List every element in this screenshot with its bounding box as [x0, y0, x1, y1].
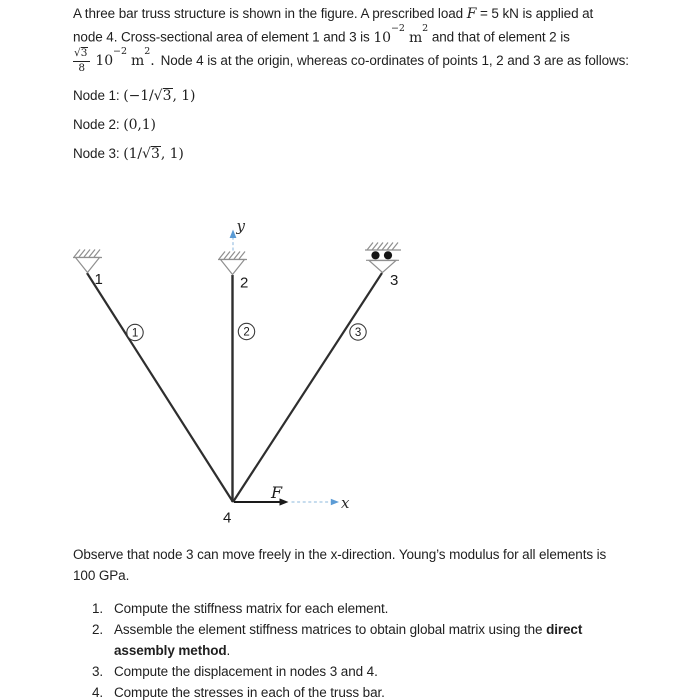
coord-post: , 1): [160, 146, 184, 162]
math-force-symbol: F: [466, 6, 477, 22]
y-axis-label: y: [236, 217, 245, 235]
svg-text:3: 3: [354, 327, 362, 339]
node-label-1: 1: [94, 271, 103, 288]
truss-bar-3: [233, 273, 382, 502]
text-run: [95, 46, 629, 70]
coord-post: , 1): [172, 88, 196, 104]
node-2-coordinates: [73, 117, 156, 133]
math-unit: m: [131, 53, 145, 70]
element-label-2: [238, 323, 254, 339]
task-text: [114, 598, 629, 619]
task-number: 2.: [92, 622, 104, 637]
math-base: 10: [373, 29, 391, 46]
node-label-4: 4: [223, 509, 232, 527]
element-label-3: [350, 324, 366, 340]
support-node-2: [218, 252, 247, 275]
svg-text:2: 2: [243, 326, 250, 339]
text-run: Compute the stresses in each of the truss bar.: [114, 685, 385, 700]
text-run: node 4. Cross-sectional area of element 1 and 3 is: [73, 29, 374, 45]
node-1-coordinates: [73, 88, 195, 104]
roller-circle-left: [371, 251, 379, 259]
task-item-4: [92, 682, 632, 700]
task-text: [114, 619, 629, 661]
coord-pre: (0,1): [123, 117, 156, 133]
problem-statement-line-1: [73, 6, 593, 22]
node-coord-label: Node 2:: [73, 117, 124, 132]
fraction-sqrt3-over-8: [73, 47, 90, 74]
task-item-2: [92, 619, 632, 661]
task-number: 3.: [92, 664, 104, 679]
support-node-1: [73, 250, 102, 273]
x-axis-arrowhead: [331, 499, 339, 505]
node-coord-value: [123, 88, 195, 104]
text-run: = 5 kN is applied at: [476, 6, 594, 21]
force-label: F: [271, 483, 283, 502]
roller-circle-right: [384, 251, 392, 259]
math-unit: m: [408, 29, 423, 46]
math-area-1: [373, 23, 429, 46]
element-label-1: [127, 324, 143, 340]
text-run: A three bar truss structure is shown in the figure. A prescribed load: [73, 6, 467, 21]
truss-bar-1: [87, 273, 233, 502]
bold-text: direct assembly method: [114, 622, 583, 658]
math-unit-exponent: 2: [144, 46, 151, 58]
observation-line-1: Observe that node 3 can move freely in the x-direction. Young’s modulus for all elements is: [73, 547, 607, 562]
math-area-2: [95, 46, 155, 70]
period: .: [150, 53, 155, 70]
task-item-3: [92, 661, 632, 682]
task-number: 4.: [92, 685, 104, 700]
radicand: 3: [150, 146, 160, 162]
support-node-3: [365, 243, 401, 273]
node-label-3: 3: [390, 272, 399, 289]
node-label-2: 2: [240, 274, 249, 292]
task-list: [92, 598, 632, 700]
text-run: Compute the displacement in nodes 3 and 4.: [114, 664, 378, 679]
svg-text:1: 1: [131, 327, 139, 340]
coord-pre: (1/: [123, 146, 143, 162]
x-axis-label: x: [341, 494, 350, 512]
problem-statement-line-2: [73, 23, 570, 46]
observation-line-2: 100 GPa.: [73, 568, 130, 583]
task-text: [114, 661, 629, 682]
node-3-coordinates: [73, 146, 184, 162]
math-base: 10: [95, 53, 114, 70]
node-coord-value: [123, 117, 156, 133]
radical-sign: √: [153, 88, 163, 104]
radical-sign: √: [142, 146, 151, 162]
task-item-1: [92, 598, 632, 619]
radical-sign: √: [74, 47, 81, 59]
text-run: Assemble the element stiffness matrices to obtain global matrix using the: [114, 622, 547, 637]
radicand: 3: [80, 47, 88, 59]
radicand: 3: [162, 88, 172, 104]
math-exponent: −2: [390, 23, 405, 34]
text-run: .: [226, 643, 231, 658]
math-unit-exponent: 2: [422, 23, 429, 34]
y-axis-arrowhead: [230, 230, 237, 239]
node-coord-value: [123, 146, 184, 162]
fraction-denominator: 8: [78, 61, 85, 74]
task-number: 1.: [92, 601, 104, 616]
node-coord-label: Node 1:: [73, 88, 124, 103]
task-text: [114, 682, 629, 700]
text-run: Compute the stiffness matrix for each element.: [114, 601, 389, 616]
text-run: Node 4 is at the origin, whereas co-ordinates of points 1, 2 and 3 are as follows:: [160, 53, 629, 69]
coord-pre: (−1/: [123, 88, 154, 104]
text-run: and that of element 2 is: [428, 29, 570, 45]
math-exponent: −2: [113, 46, 128, 58]
node-coord-label: Node 3:: [73, 146, 124, 161]
problem-statement-line-3: [73, 47, 629, 74]
fraction-numerator: [73, 47, 90, 62]
